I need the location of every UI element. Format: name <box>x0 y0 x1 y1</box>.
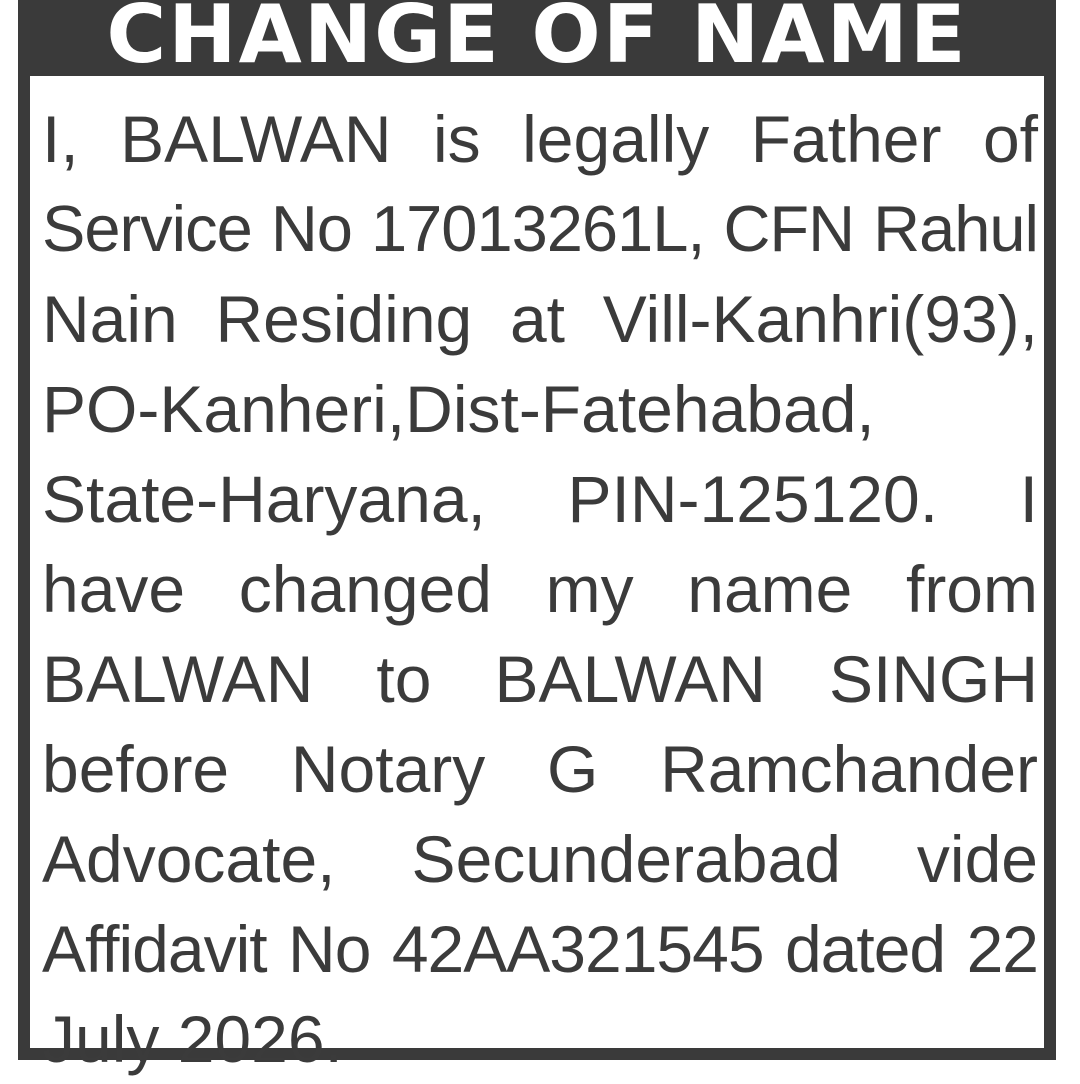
notice-body <box>42 94 1038 1084</box>
notice-line: PO-Kanheri,Dist-Fatehabad, <box>42 372 875 446</box>
notice-title: CHANGE OF NAME <box>106 0 968 76</box>
notice-line: before Notary G Ramchander <box>42 732 1038 806</box>
notice-line: Service No 17013261L, CFN Rahul <box>42 192 1038 265</box>
title-bar <box>30 0 1044 76</box>
notice-line: Affidavit No 42AA321545 dated 22 <box>42 912 1038 986</box>
notice-line: I, BALWAN is legally Father of <box>42 102 1038 176</box>
notice-line: Nain Residing at Vill-Kanhri(93), <box>42 282 1038 356</box>
change-of-name-notice <box>18 0 1056 1076</box>
notice-line: BALWAN to BALWAN SINGH <box>42 642 1038 716</box>
notice-line: State-Haryana, PIN-125120. I <box>42 462 1038 536</box>
notice-line: have changed my name from <box>42 552 1038 626</box>
notice-line: Advocate, Secunderabad vide <box>42 822 1038 896</box>
notice-line: July 2026. <box>42 1002 343 1076</box>
